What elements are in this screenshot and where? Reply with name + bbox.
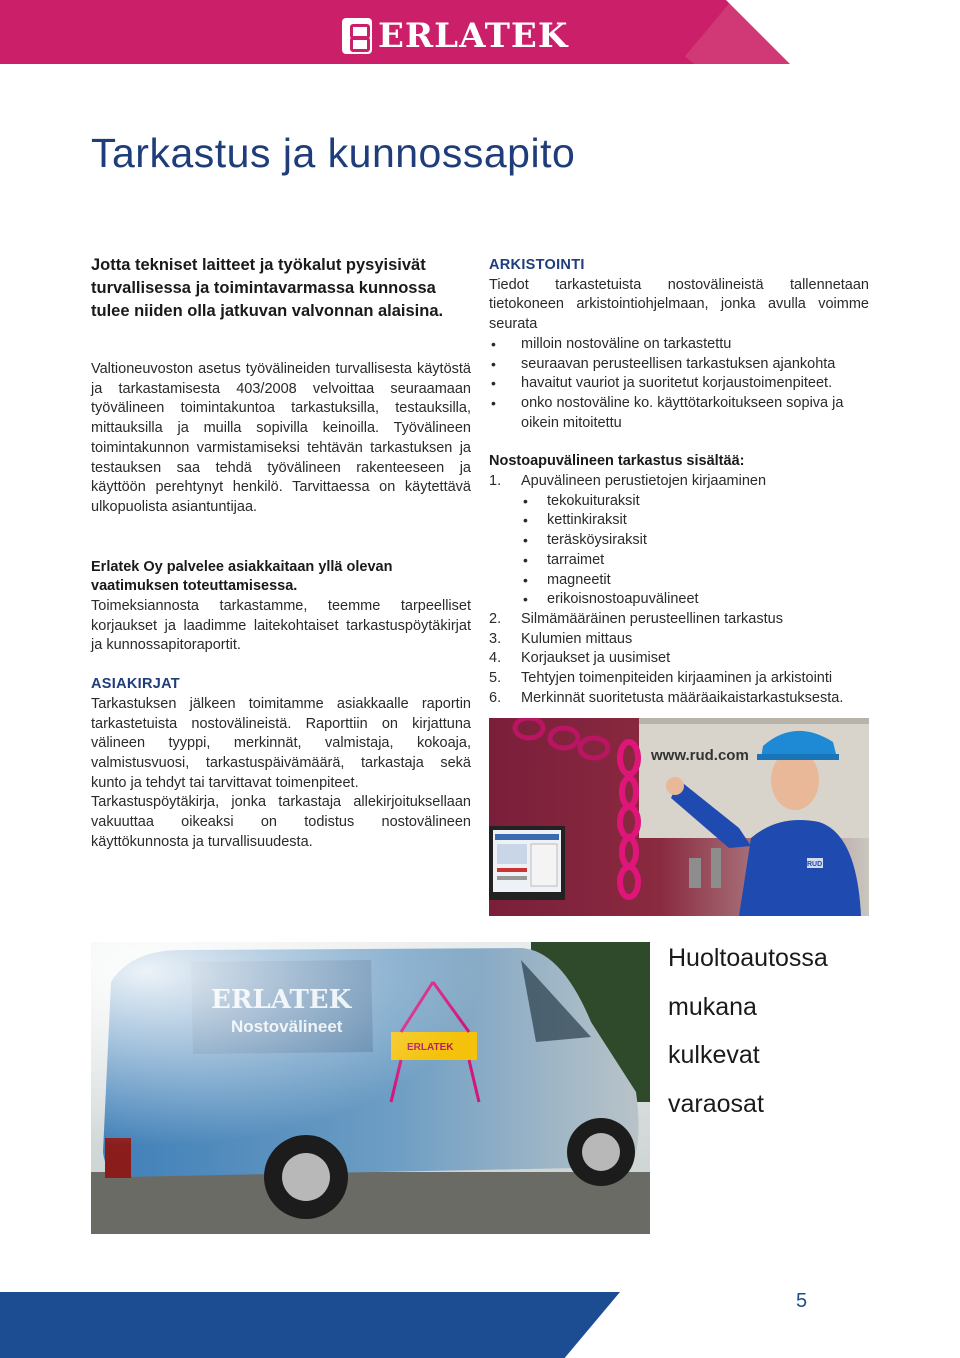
step-number: 4. bbox=[489, 650, 502, 667]
list-item: • onko nostoväline ko. käyttötarkoitukseen sopiva ja oikein mitoitettu bbox=[489, 394, 869, 433]
step-number: 2. bbox=[489, 610, 502, 627]
footer-decoration-white bbox=[700, 1292, 960, 1358]
rud-sign-text: www.rud.com bbox=[651, 747, 749, 764]
list-item bbox=[489, 610, 869, 630]
caption-line: Huoltoautossa bbox=[668, 944, 828, 972]
step-text: Kulumien mittaus bbox=[521, 630, 633, 647]
caption-line: varaosat bbox=[668, 1089, 764, 1118]
lead-paragraph: Jotta tekniset laitteet ja työkalut pysyisivät turvallisessa ja toimintavarmassa kunnossa tulee niiden olla jatkuvan valvonnan alaisina. bbox=[91, 256, 444, 320]
step-number: 6. bbox=[489, 689, 502, 706]
archive-bullet-list bbox=[489, 335, 869, 434]
logo-text: ERLATEK bbox=[378, 16, 569, 56]
rud-badge-text: RUD bbox=[807, 861, 823, 868]
list-item: • teräsköysiraksit bbox=[521, 531, 869, 551]
worker-photo-illustration bbox=[489, 718, 869, 916]
regulation-paragraph: Valtioneuvoston asetus työvälineiden turvallisesta käytöstä ja tarkastamisesta 403/2008 velvoittaa seuraamaan työvälineen toimintakuntoa tarkastuksilla, testauksilla, mittauksilla ja muilla sopivilla keinoilla. Työvälineen toimintakunnon varmistamiseksi tehtävän tarkastuksen ja testauksen saa tehdä työvälineen rakenteeseen ja käyttöön perehtynyt henkilö. Tarvittaessa on käytettävä ulkopuolista asiantuntijaa. bbox=[91, 361, 471, 515]
list-item: • tekokuituraksit bbox=[521, 492, 869, 512]
list-item bbox=[489, 669, 869, 689]
services-heading: Erlatek Oy palvelee asiakkaitaan yllä olevan vaatimuksen toteuttamisessa. bbox=[91, 558, 393, 595]
header-corner-notch bbox=[726, 0, 790, 64]
worker-inspection-photo bbox=[489, 718, 869, 916]
step-text: Silmämääräinen perusteellinen tarkastus bbox=[521, 610, 783, 627]
list-item: • magneetit bbox=[521, 571, 869, 591]
archive-heading: ARKISTOINTI bbox=[489, 257, 585, 273]
photo-caption bbox=[668, 934, 868, 1128]
list-item: • milloin nostoväline on tarkastettu bbox=[489, 335, 869, 355]
inspection-heading: Nostoapuvälineen tarkastus sisältää: bbox=[489, 453, 745, 470]
caption-line: kulkevat bbox=[668, 1041, 760, 1069]
list-item: • seuraavan perusteellisen tarkastuksen ajankohta bbox=[489, 355, 869, 375]
archive-paragraph: Tiedot tarkastetuista nostovälineistä tallennetaan tietokoneen arkistointiohjelmaan, jonka avulla voimme seurata bbox=[489, 276, 869, 333]
caption-line: mukana bbox=[668, 992, 757, 1021]
list-item: • erikoisnostoapuvälineet bbox=[521, 590, 869, 610]
step-text: Apuvälineen perustietojen kirjaaminen bbox=[521, 473, 767, 490]
list-item: • tarraimet bbox=[521, 551, 869, 571]
services-paragraph: Toimeksiannosta tarkastamme, teemme tarpeelliset korjaukset ja laadimme laitekohtaiset tarkastuspöytäkirjat ja kunnossapitoraportit. bbox=[91, 598, 471, 654]
step-number: 3. bbox=[489, 630, 502, 647]
service-van-photo bbox=[91, 942, 650, 1234]
van-photo-illustration bbox=[91, 942, 650, 1234]
list-item bbox=[489, 689, 869, 709]
page-number: 5 bbox=[796, 1290, 808, 1312]
documents-paragraph-1: Tarkastuksen jälkeen toimitamme asiakkaalle raportin tarkastetuista nostovälineistä. Raporttiin on kirjattuna välineen tyyppi, merkinnät, valmistaja, kokoaja, valmistusvuosi, tarkastuspäivämäärä, tarkastaja sekä kunto ja tehdyt tai tarvittavat toimenpiteet. bbox=[91, 695, 471, 791]
left-column bbox=[91, 254, 471, 852]
erlatek-logo bbox=[342, 18, 568, 54]
step-text: Merkinnät suoritetusta määräaikaistarkastuksesta. bbox=[521, 689, 844, 706]
documents-heading: ASIAKIRJAT bbox=[91, 676, 180, 693]
list-item bbox=[489, 649, 869, 669]
page-title: Tarkastus ja kunnossapito bbox=[91, 130, 576, 176]
step-1-sub-list bbox=[521, 492, 869, 610]
inspection-steps bbox=[489, 472, 869, 708]
right-column bbox=[489, 256, 869, 708]
list-item bbox=[489, 630, 869, 650]
documents-paragraph-2: Tarkastuspöytäkirja, jonka tarkastaja allekirjoituksellaan vakuuttaa oikeaksi on todistus nostovälineen käyttökunnosta ja turvallisuudesta. bbox=[91, 794, 471, 850]
footer-bar bbox=[0, 1292, 960, 1358]
list-item bbox=[489, 472, 869, 610]
header-corner-white bbox=[790, 0, 960, 64]
step-number: 5. bbox=[489, 670, 502, 687]
logo-chain-icon bbox=[342, 18, 372, 54]
step-number: 1. bbox=[489, 473, 502, 490]
list-item: • havaitut vauriot ja suoritetut korjaustoimenpiteet. bbox=[489, 374, 869, 394]
step-text: Tehtyjen toimenpiteiden kirjaaminen ja arkistointi bbox=[521, 670, 833, 687]
list-item: • kettinkiraksit bbox=[521, 511, 869, 531]
step-text: Korjaukset ja uusimiset bbox=[521, 650, 671, 667]
